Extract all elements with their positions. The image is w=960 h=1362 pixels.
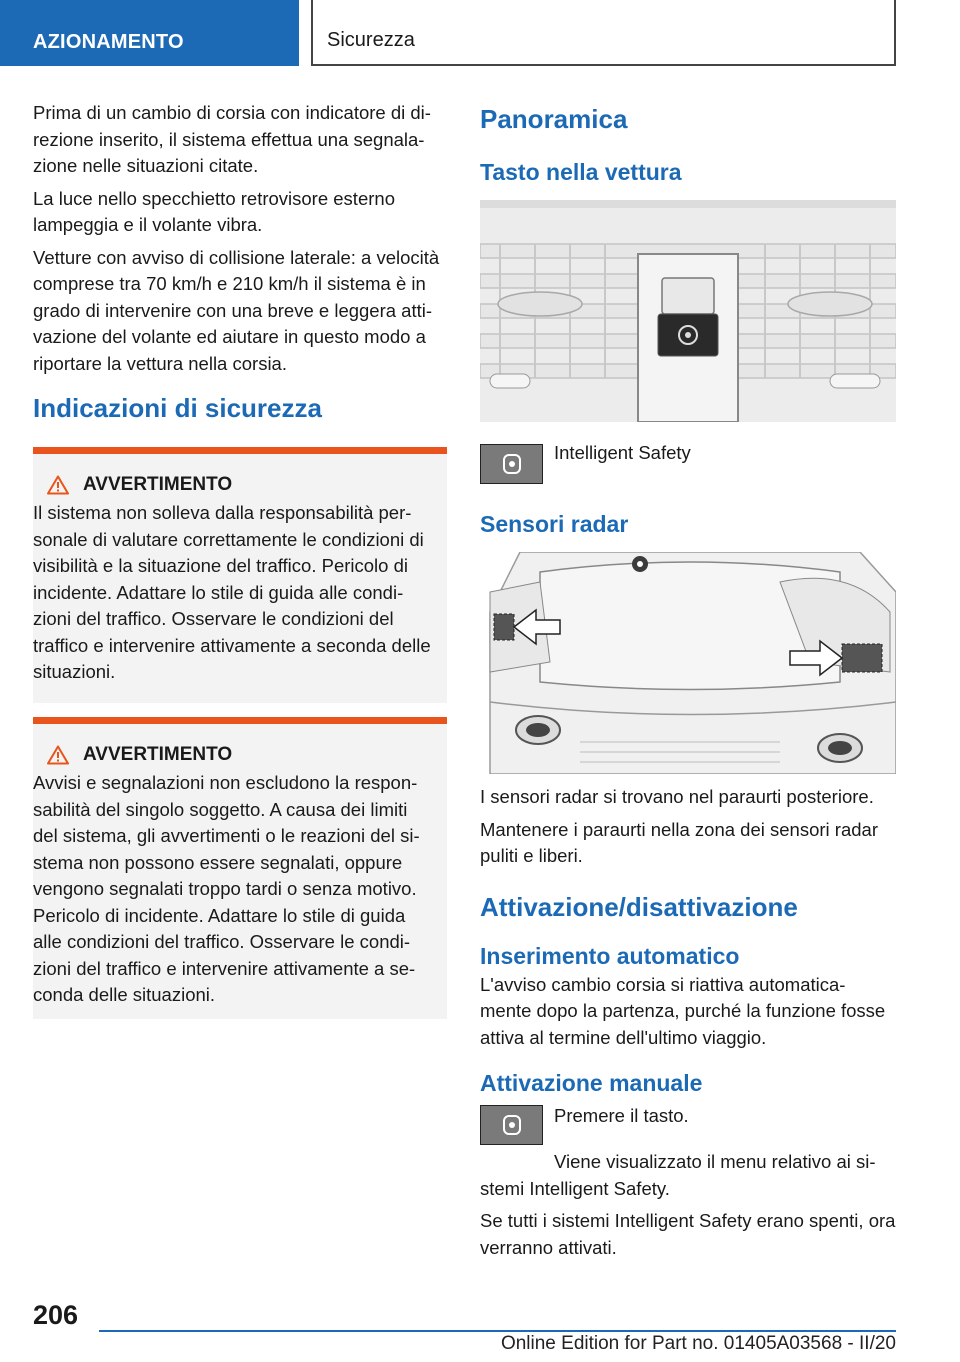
button-legend (480, 440, 896, 484)
intelligent-safety-button-icon (480, 444, 543, 484)
auto-heading: Inserimento automatico (480, 942, 740, 969)
warning-title (47, 744, 437, 766)
button-label: Intelligent Safety (554, 442, 691, 463)
warning-triangle-icon (47, 745, 69, 765)
air-vent-illustration (480, 200, 896, 422)
left-column (33, 100, 447, 1019)
manual-paragraph-1: Viene visualizzato il menu relativo ai si-stemi Intelligent Safety. (480, 1151, 876, 1199)
radar-paragraph-1: I sensori radar si trovano nel paraurti posteriore. (480, 786, 874, 807)
manual-step (480, 1103, 896, 1145)
radar-sensor-photo (480, 552, 896, 774)
warning-title-text: AVVERTIMENTO (83, 474, 233, 495)
right-column (480, 100, 896, 1267)
intelligent-safety-button-icon (480, 1105, 543, 1145)
warning-title (47, 474, 437, 496)
manual-heading: Attivazione manuale (480, 1070, 703, 1096)
activation-heading: Attivazione/disattivazione (480, 891, 798, 922)
auto-paragraph: L'avviso cambio corsia si riattiva automatica-mente dopo la partenza, purché la funzione fosse attiva al termine dell'ultimo viaggio. (480, 973, 886, 1048)
warning-title-text: AVVERTIMENTO (83, 744, 233, 765)
edition-footer: Online Edition for Part no. 01405A03568 - II/20 (500, 1333, 896, 1354)
radar-heading: Sensori radar (480, 511, 629, 537)
overview-heading: Panoramica (480, 104, 628, 134)
warning-box-1 (33, 447, 447, 703)
page-number: 206 (33, 1300, 79, 1330)
footer-divider (99, 1330, 896, 1332)
warning-text: Avvisi e segnalazioni non escludono la respon-sabilità del singolo soggetto. A causa dei limiti del sistema, gli avvertimenti o le reazioni del si-stema non possono essere segnalati, oppure vengono segnalati troppo tardi o senza motivo. Pericolo di incidente. Adattare lo stile di guida alle condizioni del traffico. Osservare le condi-zioni del traffico e intervenire attivamente a se-conda delle situazioni. (33, 772, 420, 1005)
warning-text: Il sistema non solleva dalla responsabilità per-sonale di valutare correttamente le condizioni di visibilità e la situazione del traffico. Pericolo di incidente. Adattare lo stile di guida alle condi-zioni del traffico. Osservare le condizioni del traffico e intervenire attivamente a seconda delle situazioni. (33, 502, 431, 682)
warning-triangle-icon (47, 475, 69, 495)
button-heading: Tasto nella vettura (480, 159, 682, 185)
section-tab: Sicurezza (311, 0, 896, 66)
intro-paragraph-3: Vetture con avviso di collisione laterale: a velocità comprese tra 70 km/h e 210 km/h il sistema è in grado di intervenire con una breve e leggera atti-vazione del volante ed aiutare in questo modo a riportare la vettura nella corsia. (33, 246, 440, 374)
intro-paragraph-2: La luce nello specchietto retrovisore esterno lampeggia e il volante vibra. (33, 187, 395, 235)
chapter-tab: AZIONAMENTO (0, 0, 299, 66)
safety-heading: Indicazioni di sicurezza (33, 393, 322, 423)
manual-step-text: Premere il tasto. (554, 1105, 689, 1126)
console-button-photo (480, 200, 896, 422)
manual-paragraph-2: Se tutti i sistemi Intelligent Safety erano spenti, ora verranno attivati. (480, 1210, 896, 1258)
radar-paragraph-2: Mantenere i paraurti nella zona dei sensori radar puliti e liberi. (480, 818, 878, 866)
warning-box-2 (33, 717, 447, 1019)
car-rear-illustration (480, 552, 896, 774)
intro-paragraph-1: Prima di un cambio di corsia con indicatore di di-rezione inserito, il sistema effettua una segnala-zione nelle situazioni citate. (33, 102, 431, 176)
